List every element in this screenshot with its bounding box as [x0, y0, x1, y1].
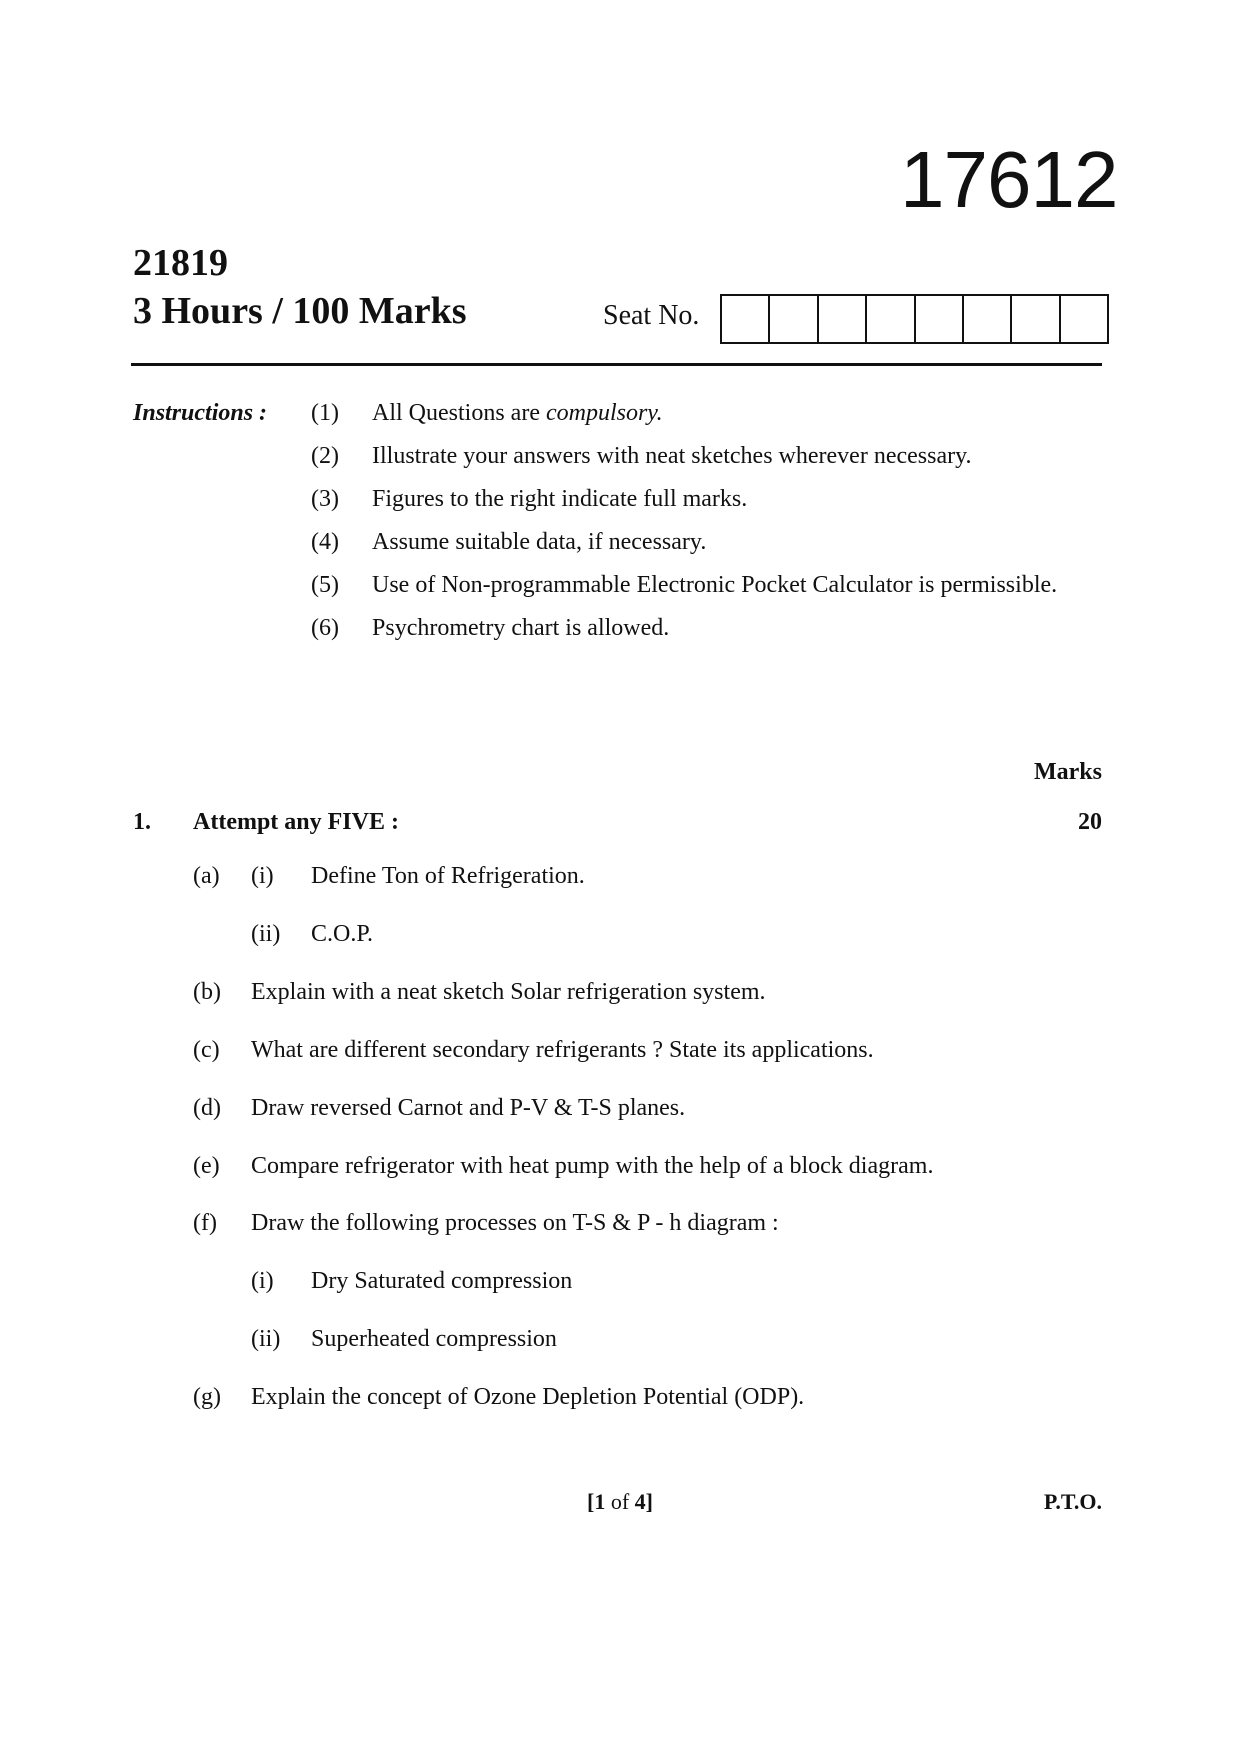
part-a-label: (a) — [193, 863, 220, 889]
part-f-i-label: (i) — [251, 1268, 274, 1294]
please-turn-over: P.T.O. — [1043, 1489, 1102, 1514]
seat-number-box — [865, 296, 913, 342]
instruction-text-plain: Psychrometry chart is allowed. — [372, 615, 670, 641]
instruction-text — [372, 443, 972, 486]
instruction-text — [372, 572, 1057, 615]
part-f-text: Draw the following processes on T-S & P - h diagram : — [251, 1210, 779, 1236]
part-g-label: (g) — [193, 1384, 221, 1410]
part-a-ii-text: C.O.P. — [311, 921, 374, 947]
seat-number-boxes — [720, 294, 1109, 344]
part-a-ii-label: (ii) — [251, 921, 281, 947]
instruction-number: (4) — [311, 529, 339, 555]
page-open-bracket: [ — [587, 1489, 595, 1514]
exam-code: 21819 — [133, 242, 228, 284]
part-e-label: (e) — [193, 1153, 220, 1179]
part-b-label: (b) — [193, 979, 221, 1005]
instruction-text-plain: Illustrate your answers with neat sketches wherever necessary. — [372, 443, 972, 469]
seat-number-label: Seat No. — [603, 300, 700, 331]
seat-number-box — [722, 296, 768, 342]
part-a-i-label: (i) — [251, 863, 274, 889]
instruction-number: (3) — [311, 486, 339, 512]
question-title: Attempt any FIVE : — [193, 809, 399, 835]
part-f-i-text: Dry Saturated compression — [311, 1268, 573, 1294]
instruction-text-emphasis: compulsory. — [545, 400, 663, 426]
seat-number-box — [962, 296, 1010, 342]
header-divider — [131, 363, 1102, 366]
instruction-number: (2) — [311, 443, 339, 469]
instructions-heading: Instructions : — [133, 400, 268, 426]
part-e-text: Compare refrigerator with heat pump with the help of a block diagram. — [251, 1153, 934, 1179]
instructions-list — [311, 400, 1057, 658]
page-of: of — [605, 1489, 635, 1514]
seat-number-box — [914, 296, 962, 342]
seat-number-box — [1059, 296, 1107, 342]
instruction-text-plain: Use of Non-programmable Electronic Pocket Calculator is permissible. — [372, 572, 1058, 598]
page-current: 1 — [594, 1489, 606, 1514]
part-f-ii-text: Superheated compression — [311, 1326, 557, 1352]
part-c-text: What are different secondary refrigerants ? State its applications. — [251, 1037, 874, 1063]
page-close-bracket: ] — [645, 1489, 653, 1514]
part-d-label: (d) — [193, 1095, 221, 1121]
seat-number-box — [817, 296, 865, 342]
instruction-text — [372, 615, 669, 658]
part-b-text: Explain with a neat sketch Solar refrigeration system. — [251, 979, 766, 1005]
page-indicator — [560, 1489, 680, 1515]
part-f-ii-label: (ii) — [251, 1326, 281, 1352]
instruction-item — [311, 529, 1057, 572]
instruction-item — [311, 486, 1057, 529]
part-d-text: Draw reversed Carnot and P-V & T-S planes. — [251, 1095, 686, 1121]
page-total: 4 — [634, 1489, 646, 1514]
question-marks: 20 — [1078, 809, 1102, 835]
part-f-label: (f) — [193, 1210, 217, 1236]
instruction-item — [311, 572, 1057, 615]
part-c-label: (c) — [193, 1037, 220, 1063]
part-a-i-text: Define Ton of Refrigeration. — [311, 863, 585, 889]
instruction-text-plain: Figures to the right indicate full marks. — [372, 486, 748, 512]
instruction-item — [311, 400, 1057, 443]
instruction-text — [372, 529, 706, 572]
seat-number-box — [768, 296, 816, 342]
instruction-number: (1) — [311, 400, 339, 426]
instruction-number: (6) — [311, 615, 339, 641]
paper-code: 17612 — [900, 135, 1118, 224]
instruction-text-plain: Assume suitable data, if necessary. — [372, 529, 707, 555]
instruction-text — [372, 486, 747, 529]
question-number: 1. — [133, 809, 151, 835]
instruction-number: (5) — [311, 572, 339, 598]
instruction-text — [372, 400, 663, 443]
marks-column-heading: Marks — [1034, 759, 1102, 785]
duration-marks: 3 Hours / 100 Marks — [133, 290, 467, 332]
seat-number-box — [1010, 296, 1058, 342]
instruction-item — [311, 615, 1057, 658]
part-g-text: Explain the concept of Ozone Depletion Potential (ODP). — [251, 1384, 805, 1410]
instruction-item — [311, 443, 1057, 486]
instruction-text-plain: All Questions are — [372, 400, 546, 426]
